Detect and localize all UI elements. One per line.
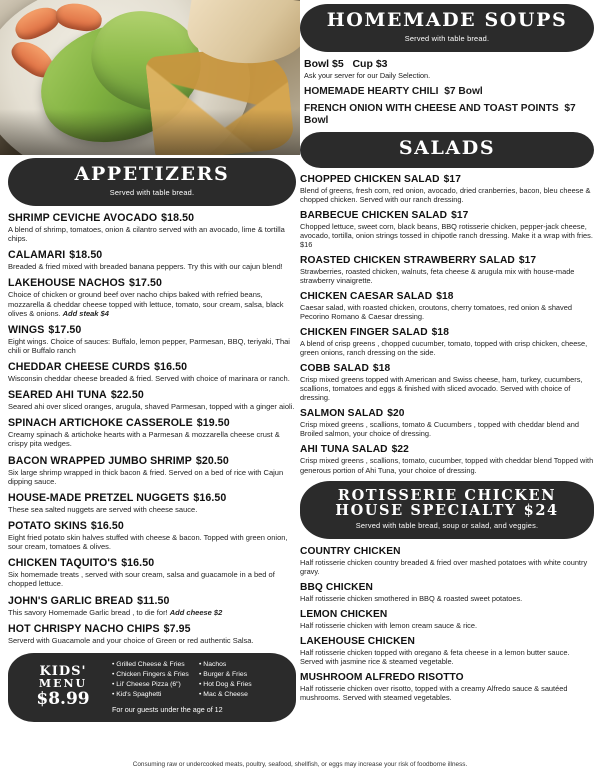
soup-item-name: HOMEMADE HEARTY CHILI (304, 85, 439, 97)
item-title (8, 623, 296, 635)
item-price: $16.50 (193, 491, 227, 504)
rotisserie-list (300, 546, 594, 702)
menu-item (8, 557, 296, 588)
right-column (300, 4, 594, 708)
item-name: SEARED AHI TUNA (8, 389, 107, 402)
item-price: $22.50 (110, 389, 144, 402)
item-title (300, 444, 594, 455)
kids-price-group (20, 665, 106, 708)
menu-item (8, 595, 296, 617)
item-price: $17 (451, 210, 469, 222)
item-title: LAKEHOUSE CHICKEN (300, 636, 415, 648)
item-desc: Crisp mixed greens , scallions, tomato & Cucumbers , topped with cheddar blend and Broiled salmon, your choice of dressing. (300, 420, 579, 439)
item-price: $7.95 (163, 622, 191, 635)
kids-options-list (112, 660, 286, 701)
item-desc: Chopped lettuce, sweet corn, black beans, BBQ rotisserie chicken, pepper-jack cheese, avocado, tortilla, onion strings tossed in chipotle ranch dressing. Make it a wrap with fries. $16 (300, 222, 593, 250)
kids-option: • Grilled Cheese & Fries (112, 660, 199, 670)
item-price: $19.50 (196, 417, 230, 430)
item-title (300, 255, 594, 266)
item-name: CHICKEN TAQUITO'S (8, 557, 118, 570)
item-name: LAKEHOUSE NACHOS (8, 277, 125, 290)
menu-item (300, 636, 594, 666)
item-desc: These sea salted nuggets are served with cheese sauce. (8, 504, 198, 514)
soup-item-price: $7 Bowl (444, 85, 483, 97)
item-desc: Caesar salad, with roasted chicken, croutons, cherry tomatoes, red onion & shaved Pecorino Romano & Caesar dressing. (300, 303, 572, 322)
menu-item (8, 249, 296, 271)
item-name: BACON WRAPPED JUMBO SHRIMP (8, 454, 192, 467)
menu-item (8, 455, 296, 486)
soup-cup-label: Cup (352, 57, 373, 70)
item-price: $18 (436, 291, 454, 303)
kids-options-group (106, 660, 286, 714)
item-price: $17.50 (48, 323, 82, 336)
item-price: $17.50 (128, 277, 162, 290)
menu-item (300, 210, 594, 249)
item-name: ROASTED CHICKEN STRAWBERRY SALAD (300, 255, 515, 267)
menu-item (300, 174, 594, 204)
salads-list (300, 174, 594, 475)
kids-option: • Lil' Cheese Pizza (6") (112, 680, 199, 690)
item-title (300, 210, 594, 221)
item-desc: Creamy spinach & artichoke hearts with a Parmesan & mozzarella cheese crust & crispy pita wedges. (8, 430, 280, 449)
item-price: $17 (443, 173, 461, 185)
item-name: CALAMARI (8, 249, 66, 262)
menu-item (8, 389, 296, 411)
item-title (8, 595, 296, 607)
item-price: $20.50 (195, 454, 229, 467)
item-desc: Six large shrimp wrapped in thick bacon & fried. Served on a bed of rice with Cajun dipping sauce. (8, 467, 284, 486)
soup-bowl-cup-row (304, 58, 592, 70)
rotisserie-subtitle: Served with table bread, soup or salad, and veggies. (355, 520, 539, 530)
item-desc-text: Choice of chicken or ground beef over nacho chips baked with refried beans, mozzarella & cheddar cheese topped with lettuce, tomato, sour cream, salsa, black olives & onions. (8, 290, 284, 318)
item-title (300, 363, 594, 374)
item-addon: Add cheese $2 (169, 607, 223, 617)
kids-option: • Chicken Fingers & Fries (112, 670, 199, 680)
appetizers-banner (8, 158, 296, 206)
appetizers-column (8, 158, 296, 722)
item-title (8, 492, 296, 504)
item-addon: Add steak $4 (62, 308, 109, 318)
item-price: $17 (518, 255, 537, 267)
item-name: HOT CHRISPY NACHO CHIPS (8, 622, 160, 635)
rotisserie-banner (300, 481, 594, 539)
item-price: $18.50 (161, 211, 195, 224)
menu-item (300, 444, 594, 474)
item-desc: Half rotisserie chicken over risotto, topped with a creamy Alfredo sauce & sautéed mushrooms. Served with steamed vegetables. (300, 684, 568, 703)
menu-item (300, 363, 594, 402)
item-name: COBB SALAD (300, 363, 369, 375)
appetizers-subtitle: Served with table bread. (109, 187, 195, 197)
menu-item (8, 417, 296, 448)
item-desc: Half rotisserie chicken country breaded & fried over mashed potatoes with white country gravy. (300, 557, 588, 576)
item-title (8, 277, 296, 289)
item-title (8, 455, 296, 467)
menu-item (8, 277, 296, 317)
item-desc (8, 290, 296, 317)
salads-title: SALADS (398, 137, 496, 160)
item-title (300, 327, 594, 338)
soup-item-price: $7 Bowl (304, 102, 576, 126)
kids-option: • Nachos (199, 660, 286, 670)
item-desc: Six homemade treats , served with sour cream, salsa and guacamole in a bed of chopped lettuce. (8, 570, 275, 589)
item-desc: Eight wings. Choice of sauces: Buffalo, lemon pepper, Parmesan, BBQ, teriyaki, Thai chili or Buffalo ranch (8, 336, 290, 355)
soups-subtitle: Served with table bread. (404, 33, 490, 43)
item-name: BARBECUE CHICKEN SALAD (300, 210, 448, 222)
item-title: LEMON CHICKEN (300, 609, 388, 621)
menu-item (300, 672, 594, 702)
soups-list (304, 58, 592, 127)
item-price: $20 (387, 408, 405, 420)
item-title (8, 417, 296, 429)
item-title (300, 408, 594, 419)
item-title (8, 361, 296, 373)
item-name: HOUSE-MADE PRETZEL NUGGETS (8, 491, 190, 504)
item-name: CHICKEN CAESAR SALAD (300, 291, 433, 303)
soup-cup-price: $3 (375, 57, 388, 70)
item-price: $16.50 (154, 361, 188, 374)
item-name: WINGS (8, 323, 45, 336)
item-name: JOHN'S GARLIC BREAD (8, 594, 134, 607)
item-price: $11.50 (137, 594, 170, 607)
item-title (300, 174, 594, 185)
kids-menu-block (8, 653, 296, 722)
menu-item (8, 623, 296, 645)
food-photo (0, 0, 300, 155)
item-desc: Wisconsin cheddar cheese breaded & fried. Served with choice of marinara or ranch. (8, 374, 290, 384)
item-title: COUNTRY CHICKEN (300, 545, 401, 557)
item-title (8, 249, 296, 261)
menu-item (300, 546, 594, 576)
soup-note: Ask your server for our Daily Selection. (304, 70, 431, 80)
item-name: CHEDDAR CHEESE CURDS (8, 361, 151, 374)
item-desc (8, 608, 296, 617)
item-title (8, 520, 296, 532)
item-price: $16.50 (90, 520, 124, 533)
item-title: BBQ CHICKEN (300, 582, 373, 594)
item-desc: Crisp mixed greens , scallions, tomato, cucumber, topped with cheddar blend Topped with generous portion of Ahi Tuna, your choice of dressing. (300, 456, 594, 475)
item-price: $16.50 (121, 557, 155, 570)
rotisserie-title-line1: ROTISSERIE CHICKEN (337, 486, 557, 504)
kids-footer: For our guests under the age of 12 (112, 704, 223, 714)
item-name: SPINACH ARTICHOKE CASSEROLE (8, 417, 193, 430)
item-desc: Eight fried potato skin halves stuffed with cheese & bacon. Topped with green onion, sour cream, tomatoes & olives. (8, 533, 288, 552)
kids-line2: MENU (38, 677, 88, 691)
item-desc: Serverd with Guacamole and your choice of Green or red authentic Salsa. (8, 635, 254, 645)
disclaimer-text: Consuming raw or undercooked meats, poultry, seafood, shellfish, or eggs may increase your risk of foodborne illness. (132, 760, 468, 768)
soups-title: HOMEMADE SOUPS (326, 9, 568, 31)
item-price: $18 (431, 327, 449, 339)
item-title (8, 557, 296, 569)
item-name: SALMON SALAD (300, 408, 384, 420)
soup-bowl-label: Bowl (304, 57, 330, 70)
item-title (8, 389, 296, 401)
rotisserie-title-line2: HOUSE SPECIALTY $24 (335, 501, 559, 519)
soup-item (304, 103, 592, 127)
menu-item (300, 255, 594, 285)
menu-item (300, 609, 594, 630)
menu-item (8, 520, 296, 551)
item-desc: Half rotisserie chicken topped with oregano & feta cheese in a lemon butter sauce. Served with jasmine rice & steamed vegetable. (300, 648, 570, 667)
menu-item (300, 327, 594, 357)
item-desc: Breaded & fried mixed with breaded banana peppers. Try this with our cajun blend! (8, 262, 283, 272)
soups-banner (300, 4, 594, 52)
kids-option: • Kid's Spaghetti (112, 690, 199, 700)
kids-line1: KIDS' (39, 664, 87, 680)
menu-item (8, 324, 296, 355)
item-desc: A blend of shrimp, tomatoes, onion & cilantro served with an avocado, lime & tortilla chips. (8, 224, 285, 244)
item-price: $18 (372, 363, 391, 375)
item-price: $18.50 (69, 249, 103, 262)
photo-shadow (0, 109, 300, 155)
menu-item (8, 212, 296, 243)
kids-option: • Hot Dog & Fries (199, 680, 286, 690)
kids-option: • Burger & Fries (199, 670, 286, 680)
item-desc: A blend of crisp greens , chopped cucumber, tomato, topped with crisp chicken, cheese, green onions, ranch dressing on the side. (300, 339, 588, 358)
item-title (300, 291, 594, 302)
soup-item (304, 86, 592, 98)
appetizers-title: APPETIZERS (74, 163, 230, 185)
menu-item (300, 291, 594, 321)
soup-item-name: FRENCH ONION WITH CHEESE AND TOAST POINTS (304, 102, 559, 114)
item-price: $22 (391, 444, 409, 456)
menu-item (300, 408, 594, 438)
item-title (8, 212, 296, 224)
salads-banner (300, 132, 594, 168)
menu-item (8, 361, 296, 383)
item-desc: Half rotisserie chicken smothered in BBQ & roasted sweet potatoes. (300, 594, 523, 604)
menu-item (300, 582, 594, 603)
item-name: CHOPPED CHICKEN SALAD (300, 173, 440, 185)
item-name: SHRIMP CEVICHE AVOCADO (8, 211, 158, 224)
item-name: CHICKEN FINGER SALAD (300, 327, 428, 339)
soup-bowl-price: $5 (332, 57, 344, 70)
kids-option: • Mac & Cheese (199, 690, 286, 700)
item-desc: Strawberries, roasted chicken, walnuts, feta cheese & arugula mix with house-made strawberry vinaigrette. (300, 267, 575, 286)
item-desc-text: This savory Homemade Garlic bread , to die for! (8, 607, 168, 617)
item-desc: Half rotisserie chicken with lemon cream sauce & rice. (300, 621, 478, 631)
item-desc: Seared ahi over sliced oranges, arugula, shaved Parmesan, topped with a ginger aioli. (8, 402, 295, 412)
kids-price: $8.99 (36, 688, 90, 709)
item-name: AHI TUNA SALAD (300, 444, 388, 456)
appetizers-list (8, 212, 296, 645)
menu-item (8, 492, 296, 514)
item-name: POTATO SKINS (8, 520, 87, 533)
item-desc: Blend of greens, fresh corn, red onion, avocado, dried cranberries, bacon, bleu cheese & chopped chicken. Served with our ranch dressing. (300, 185, 591, 204)
item-desc: Crisp mixed greens topped with American and Swiss cheese, ham, turkey, cucumbers, scallions, tomatoes and eggs & finished with sliced avocado. Served with choice of dressing. (300, 375, 583, 403)
item-title (8, 324, 296, 336)
item-title: MUSHROOM ALFREDO RISOTTO (300, 672, 464, 684)
